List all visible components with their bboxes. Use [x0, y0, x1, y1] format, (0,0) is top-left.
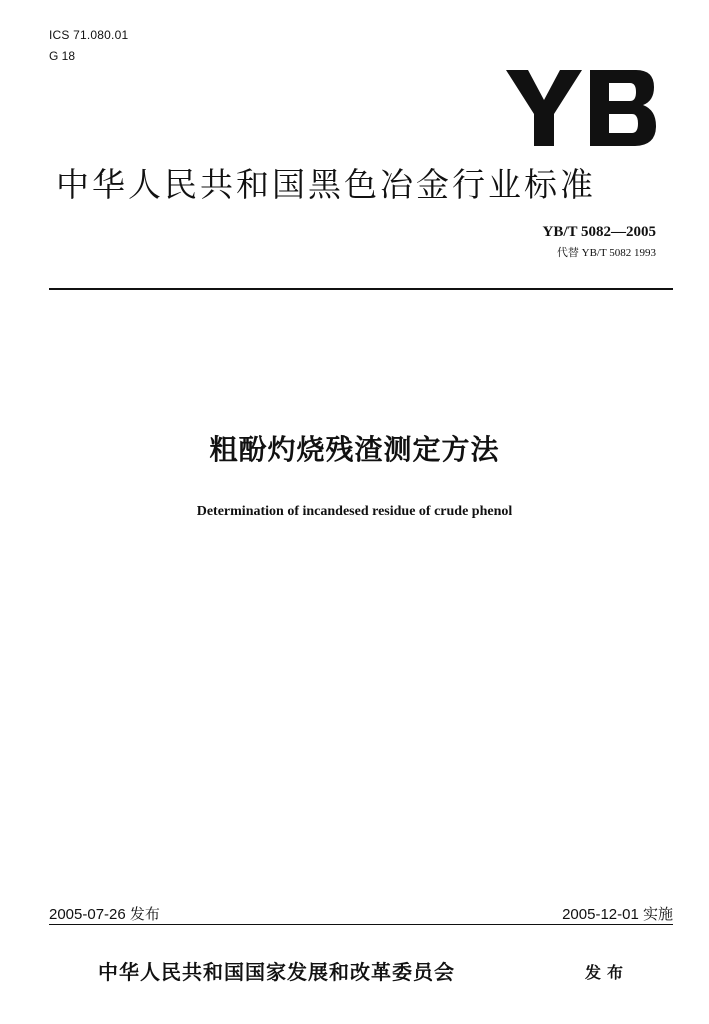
issue-date: 2005-07-26 发布	[49, 906, 160, 923]
document-title-chinese: 粗酚灼烧残渣测定方法	[209, 433, 500, 466]
yb-logo	[506, 70, 656, 146]
header-rule	[49, 288, 673, 290]
replaces-number: YB/T 5082 1993	[581, 247, 656, 259]
document-title-english: Determination of incandesed residue of crude phenol	[196, 504, 513, 519]
ics-code: ICS 71.080.01	[49, 28, 129, 42]
industry-standard-title: 中华人民共和国黑色冶金行业标准	[56, 165, 596, 204]
publish-label: 发布	[585, 963, 630, 982]
standard-number: YB/T 5082—2005	[542, 224, 656, 240]
classification-code: G 18	[49, 49, 76, 63]
replaces-standard	[557, 246, 656, 260]
implementation-date: 2005-12-01 实施	[562, 906, 673, 923]
replaces-prefix: 代替	[556, 246, 579, 259]
publisher-name: 中华人民共和国国家发展和改革委员会	[98, 960, 455, 984]
footer-rule	[49, 924, 673, 925]
